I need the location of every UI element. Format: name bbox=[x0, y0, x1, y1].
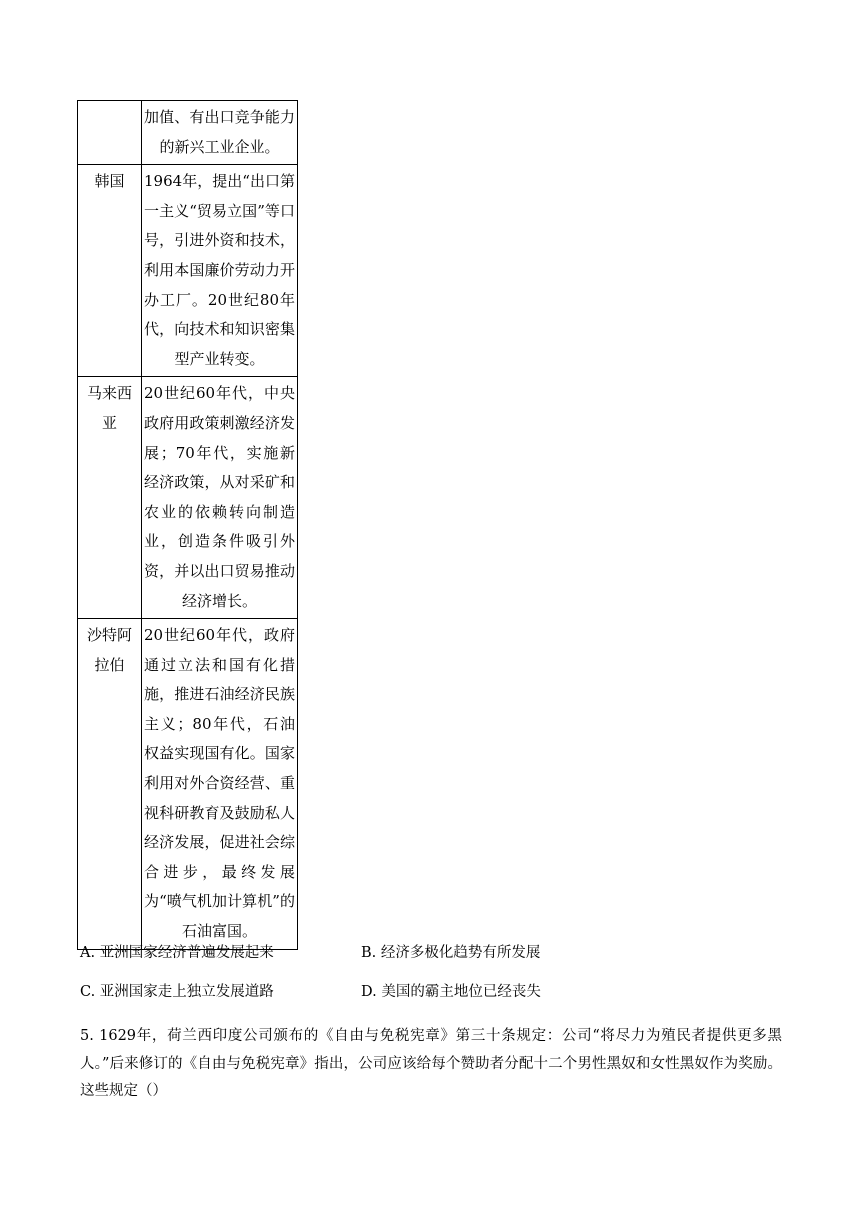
table-row bbox=[78, 377, 298, 619]
question-5: 5. 1629年，荷兰西印度公司颁布的《自由与免税宪章》第三十条规定：公司“将尽力为殖民者提供更多黑人。”后来修订的《自由与免税宪章》指出，公司应该给每个赞助者分配十二个男性黑奴和女性黑奴作为奖励。这些规定（） bbox=[80, 1028, 782, 1099]
country-cell: 沙特阿拉伯 bbox=[78, 619, 142, 950]
option-d: D. 美国的霸主地位已经丧失 bbox=[361, 984, 541, 1000]
country-cell: 韩国 bbox=[78, 165, 142, 377]
option-a: A. 亚洲国家经济普遍发展起来 bbox=[80, 945, 274, 961]
table-row bbox=[78, 101, 298, 165]
country-cell bbox=[78, 101, 142, 165]
country-cell: 马来西亚 bbox=[78, 377, 142, 619]
policy-cell: 20世纪60年代，政府通过立法和国有化措施，推进石油经济民族主义；80年代，石油权益实现国有化。国家利用对外合资经营、重视科研教育及鼓励私人经济发展，促进社会综合进步，最终发展为“喷气机加计算机”的石油富国。 bbox=[142, 619, 298, 950]
option-c: C. 亚洲国家走上独立发展道路 bbox=[80, 984, 274, 1000]
policy-cell: 20世纪60年代，中央政府用政策刺激经济发展；70年代，实施新经济政策，从对采矿和农业的依赖转向制造业，创造条件吸引外资，并以出口贸易推动经济增长。 bbox=[142, 377, 298, 619]
policy-cell: 加值、有出口竞争能力的新兴工业企业。 bbox=[142, 101, 298, 165]
table-row bbox=[78, 165, 298, 377]
option-b: B. 经济多极化趋势有所发展 bbox=[361, 945, 541, 961]
policy-cell: 1964年，提出“出口第一主义“贸易立国”等口号，引进外资和技术，利用本国廉价劳动力开办工厂。20世纪80年代，向技术和知识密集型产业转变。 bbox=[142, 165, 298, 377]
country-policy-table bbox=[77, 100, 298, 950]
table-row bbox=[78, 619, 298, 950]
